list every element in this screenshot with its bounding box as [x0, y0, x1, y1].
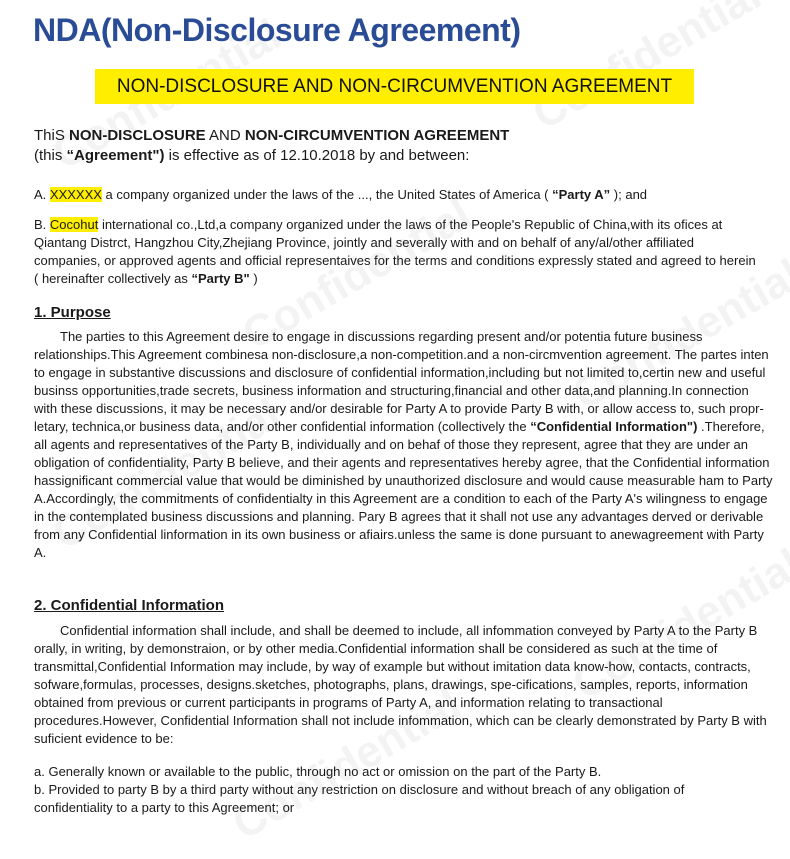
intro-bold: NON-DISCLOSURE [69, 127, 206, 144]
party-a-prefix: A. [34, 187, 50, 202]
document-title: NDA(Non-Disclosure Agreement) [33, 12, 521, 48]
agreement-banner [95, 69, 694, 104]
list-item: a. Generally known or available to the public, through no act or omission on the part of the Party B. [34, 764, 602, 779]
section-1-body [34, 328, 774, 562]
party-b-label: “Party B" [191, 271, 250, 286]
section-1-text: The parties to this Agreement desire to engage in discussions regarding present and/or potentia future business relationships.This Agreement combinesa non-disclosure,a non-competition.and a non-circmvention agreement. The partes inten to engage in substantive discussions and disclosure of confidential information,including but not limited to,certin new and useful businss opportunities,trade secrets, business information and structuring,financial and other data,and planning.In connection with these discussions, it may be necessary and/or desirable for Party A to provide Party B with, or allow access to, such proprletary, technica,or business data, and/or other confidential information (collectively the [34, 329, 769, 434]
party-a-text: a company organized under the laws of the ..., the United States of America ( [101, 187, 553, 202]
section-2-body [34, 622, 774, 748]
party-b-prefix: B. [34, 217, 50, 232]
party-b-name: Cocohut [49, 217, 99, 232]
section-1-text: .Therefore, all agents and representatives of the Party B, individually and on behaf of those they represent, agree that they are under an obligation of confidentiality, Party B believe, and their agents and representatives hereby agree, that the Confidential information hassignificant commercial value that would be diminished by unauthorized disclosure and would cause measurable ham to Party A.Accordingly, the commitments of confidentialty in this Agreement are a condition to each of the Party A's wilingness to engage in the contemplated business discussions and planning. Pary B agrees that it shall not use any advantages derved or derivable from any Confidential linformation in its own business or afiairs.unless the same is done pursuant to anewagreement with Party A. [34, 419, 773, 560]
section-2-heading: 2. Confidential Information [34, 597, 224, 614]
intro-text: AND [205, 127, 245, 144]
list-item: b. Provided to party B by a third party without any restriction on disclosure and without breach of any obligation of confidentiality to a party to this Agreement; or [34, 782, 685, 815]
party-a-clause [34, 186, 760, 204]
party-b-text: international co.,Ltd,a company organized under the laws of the People's Republic of China,with its ofices at Qiantang Distrct, Hangzhou City,Zhejiang Province, jointly and severally with and on behalf of any/al/other affiliated companies, or approved agents and official representaives for the terms and conditions expressly stated and agreed to herein ( hereinafter collectively as [34, 217, 756, 286]
intro-block [34, 126, 754, 166]
party-a-label: “Party A” [552, 187, 611, 202]
intro-line-1 [34, 126, 754, 146]
section-2-text: Confidential information shall include, and shall be deemed to include, all infommation conveyed by Party A to the Party B orally, in writing, by demonstraion, or by other media.Confidential information shall be considered as such at the time of transmittal,Confidential Information may include, by way of example but without imitation data know-how, contacts, contracts, sofware,formulas, processes, designs.sketches, photographs, plans, drawings, spe-cifications, samples, reports, information obtained from previous or current participants in programs of Party A, and information relating to transactional procedures.However, Confidential Information shall not include infommation, which can be clearly demonstrated by Party B with suficient evidence to be: [34, 623, 767, 746]
party-b-suffix: ) [249, 271, 258, 286]
intro-bold: “Agreement") [66, 147, 165, 164]
intro-text: is effective as of 12.10.2018 by and between: [164, 147, 470, 164]
exclusions-list [34, 763, 760, 817]
section-1-bold: “Confidential Information") [530, 419, 698, 434]
party-a-name: XXXXXX [49, 187, 102, 202]
party-b-clause [34, 216, 760, 288]
section-1-heading: 1. Purpose [34, 304, 111, 321]
party-a-suffix: ); and [610, 187, 648, 202]
intro-text: (this [34, 147, 67, 164]
intro-bold: NON-CIRCUMVENTION AGREEMENT [244, 127, 510, 144]
banner-text: NON-DISCLOSURE AND NON-CIRCUMVENTION AGREEMENT [116, 75, 673, 97]
intro-text: ThiS [34, 127, 70, 144]
intro-line-2 [34, 146, 754, 166]
